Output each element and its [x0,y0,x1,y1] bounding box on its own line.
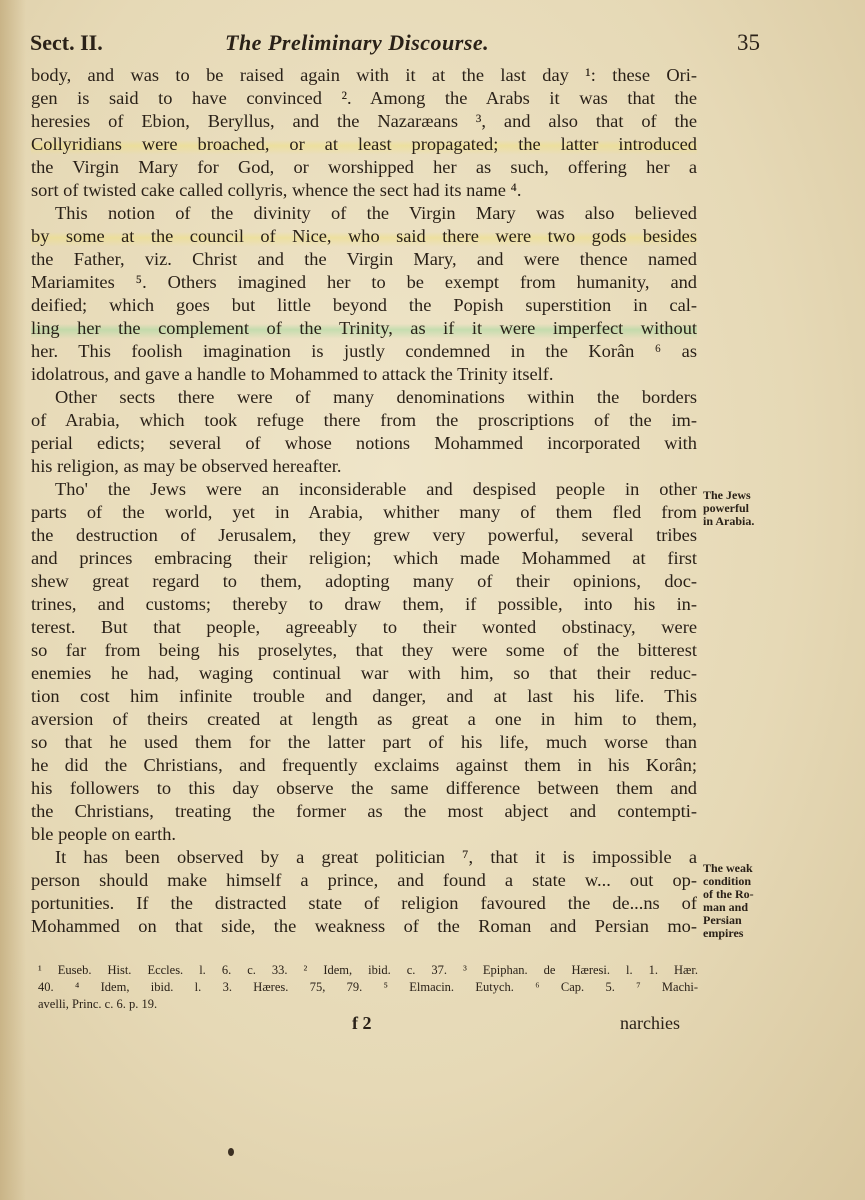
text-line: portunities. If the distracted state of religion favoured the de...ns of [31,893,697,913]
text-line: idolatrous, and gave a handle to Mohammed to attack the Trinity itself. [31,364,554,384]
text-line: enemies he had, waging continual war with him, so that their reduc- [31,663,697,683]
text-line: Tho' the Jews were an inconsiderable and despised people in other [55,479,697,499]
text-line: trines, and customs; thereby to draw them, if possible, into his in- [31,594,697,614]
text-line: his religion, as may be observed hereafter. [31,456,342,476]
footnote-line: ¹ Euseb. Hist. Eccles. l. 6. c. 33. ² Idem, ibid. c. 37. ³ Epiphan. de Hæresi. l. 1. Hær. [38,963,698,977]
catchword: narchies [620,1013,680,1033]
ink-spot [228,1148,234,1156]
margin-note-line: condition [703,874,752,888]
margin-note-line: Persian [703,913,742,927]
footnote-line: 40. ⁴ Idem, ibid. l. 3. Hæres. 75, 79. ⁵ Elmacin. Eutych. ⁶ Cap. 5. ⁷ Machi- [38,980,698,994]
text-line: of Arabia, which took refuge there from the proscriptions of the im- [31,410,697,430]
text-line: tion cost him infinite trouble and danger, and at last his life. This [31,686,697,706]
page-number: 35 [737,30,760,55]
text-line: Mariamites ⁵. Others imagined her to be exempt from humanity, and [31,272,697,292]
signature-mark: f 2 [352,1013,372,1033]
margin-note-line: empires [703,926,744,940]
margin-note-empires [703,862,783,940]
text-line: by some at the council of Nice, who said there were two gods besides [31,226,697,246]
footnotes [38,962,698,1013]
text-line: terest. But that people, agreeably to their wonted obstinacy, were [31,617,697,637]
text-line: her. This foolish imagination is justly condemned in the Korân ⁶ as [31,341,697,361]
text-line: parts of the world, yet in Arabia, whither many of them fled from [31,502,697,522]
footnote-line: avelli, Princ. c. 6. p. 19. [38,997,158,1011]
text-line: heresies of Ebion, Beryllus, and the Nazaræans ³, and also that of the [31,111,697,131]
text-line: the Christians, treating the former as the most abject and contempti- [31,801,697,821]
text-line: gen is said to have convinced ². Among the Arabs it was that the [31,88,697,108]
margin-note-line: of the Ro- [703,887,754,901]
margin-note-line: powerful [703,501,749,515]
text-line: perial edicts; several of whose notions Mohammed incorporated with [31,433,697,453]
text-line: so that he used them for the latter part of his life, much worse than [31,732,697,752]
margin-note-line: The weak [703,861,753,875]
margin-note-line: man and [703,900,749,914]
text-line: sort of twisted cake called collyris, whence the sect had its name ⁴. [31,180,522,200]
text-line: and princes embracing their religion; which made Mohammed at first [31,548,697,568]
page-title: The Preliminary Discourse. [225,30,490,55]
margin-note-jews [703,489,783,528]
body-text [31,64,697,938]
text-line: person should make himself a prince, and found a state w... out op- [31,870,697,890]
text-line: the Virgin Mary for God, or worshipped her as such, offering her a [31,157,697,177]
text-line: body, and was to be raised again with it at the last day ¹: these Ori- [31,65,697,85]
text-line: aversion of theirs created at length as great a one in him to them, [31,709,697,729]
text-line: Mohammed on that side, the weakness of the Roman and Persian mo- [31,916,697,936]
running-head [30,30,760,62]
text-line: he did the Christians, and frequently exclaims against them in his Korân; [31,755,697,775]
text-line: deified; which goes but little beyond the Popish superstition in cal- [31,295,697,315]
text-line: the Father, viz. Christ and the Virgin Mary, and were thence named [31,249,697,269]
text-line: Other sects there were of many denominations within the borders [55,387,697,407]
text-line: so far from being his proselytes, that they were some of the bitterest [31,640,697,660]
text-line: the destruction of Jerusalem, they grew very powerful, several tribes [31,525,697,545]
margin-note-line: in Arabia. [703,514,755,528]
text-line: This notion of the divinity of the Virgin Mary was also believed [55,203,697,223]
text-line: shew great regard to them, adopting many of their opinions, doc- [31,571,697,591]
section-label: Sect. II. [30,30,103,55]
margin-note-line: The Jews [703,488,751,502]
text-line: ling her the complement of the Trinity, as if it were imperfect without [31,318,697,338]
text-line: It has been observed by a great politician ⁷, that it is impossible a [55,847,697,867]
text-line: Collyridians were broached, or at least propagated; the latter introduced [31,134,697,154]
text-line: his followers to this day observe the same difference between them and [31,778,697,798]
text-line: ble people on earth. [31,824,177,844]
